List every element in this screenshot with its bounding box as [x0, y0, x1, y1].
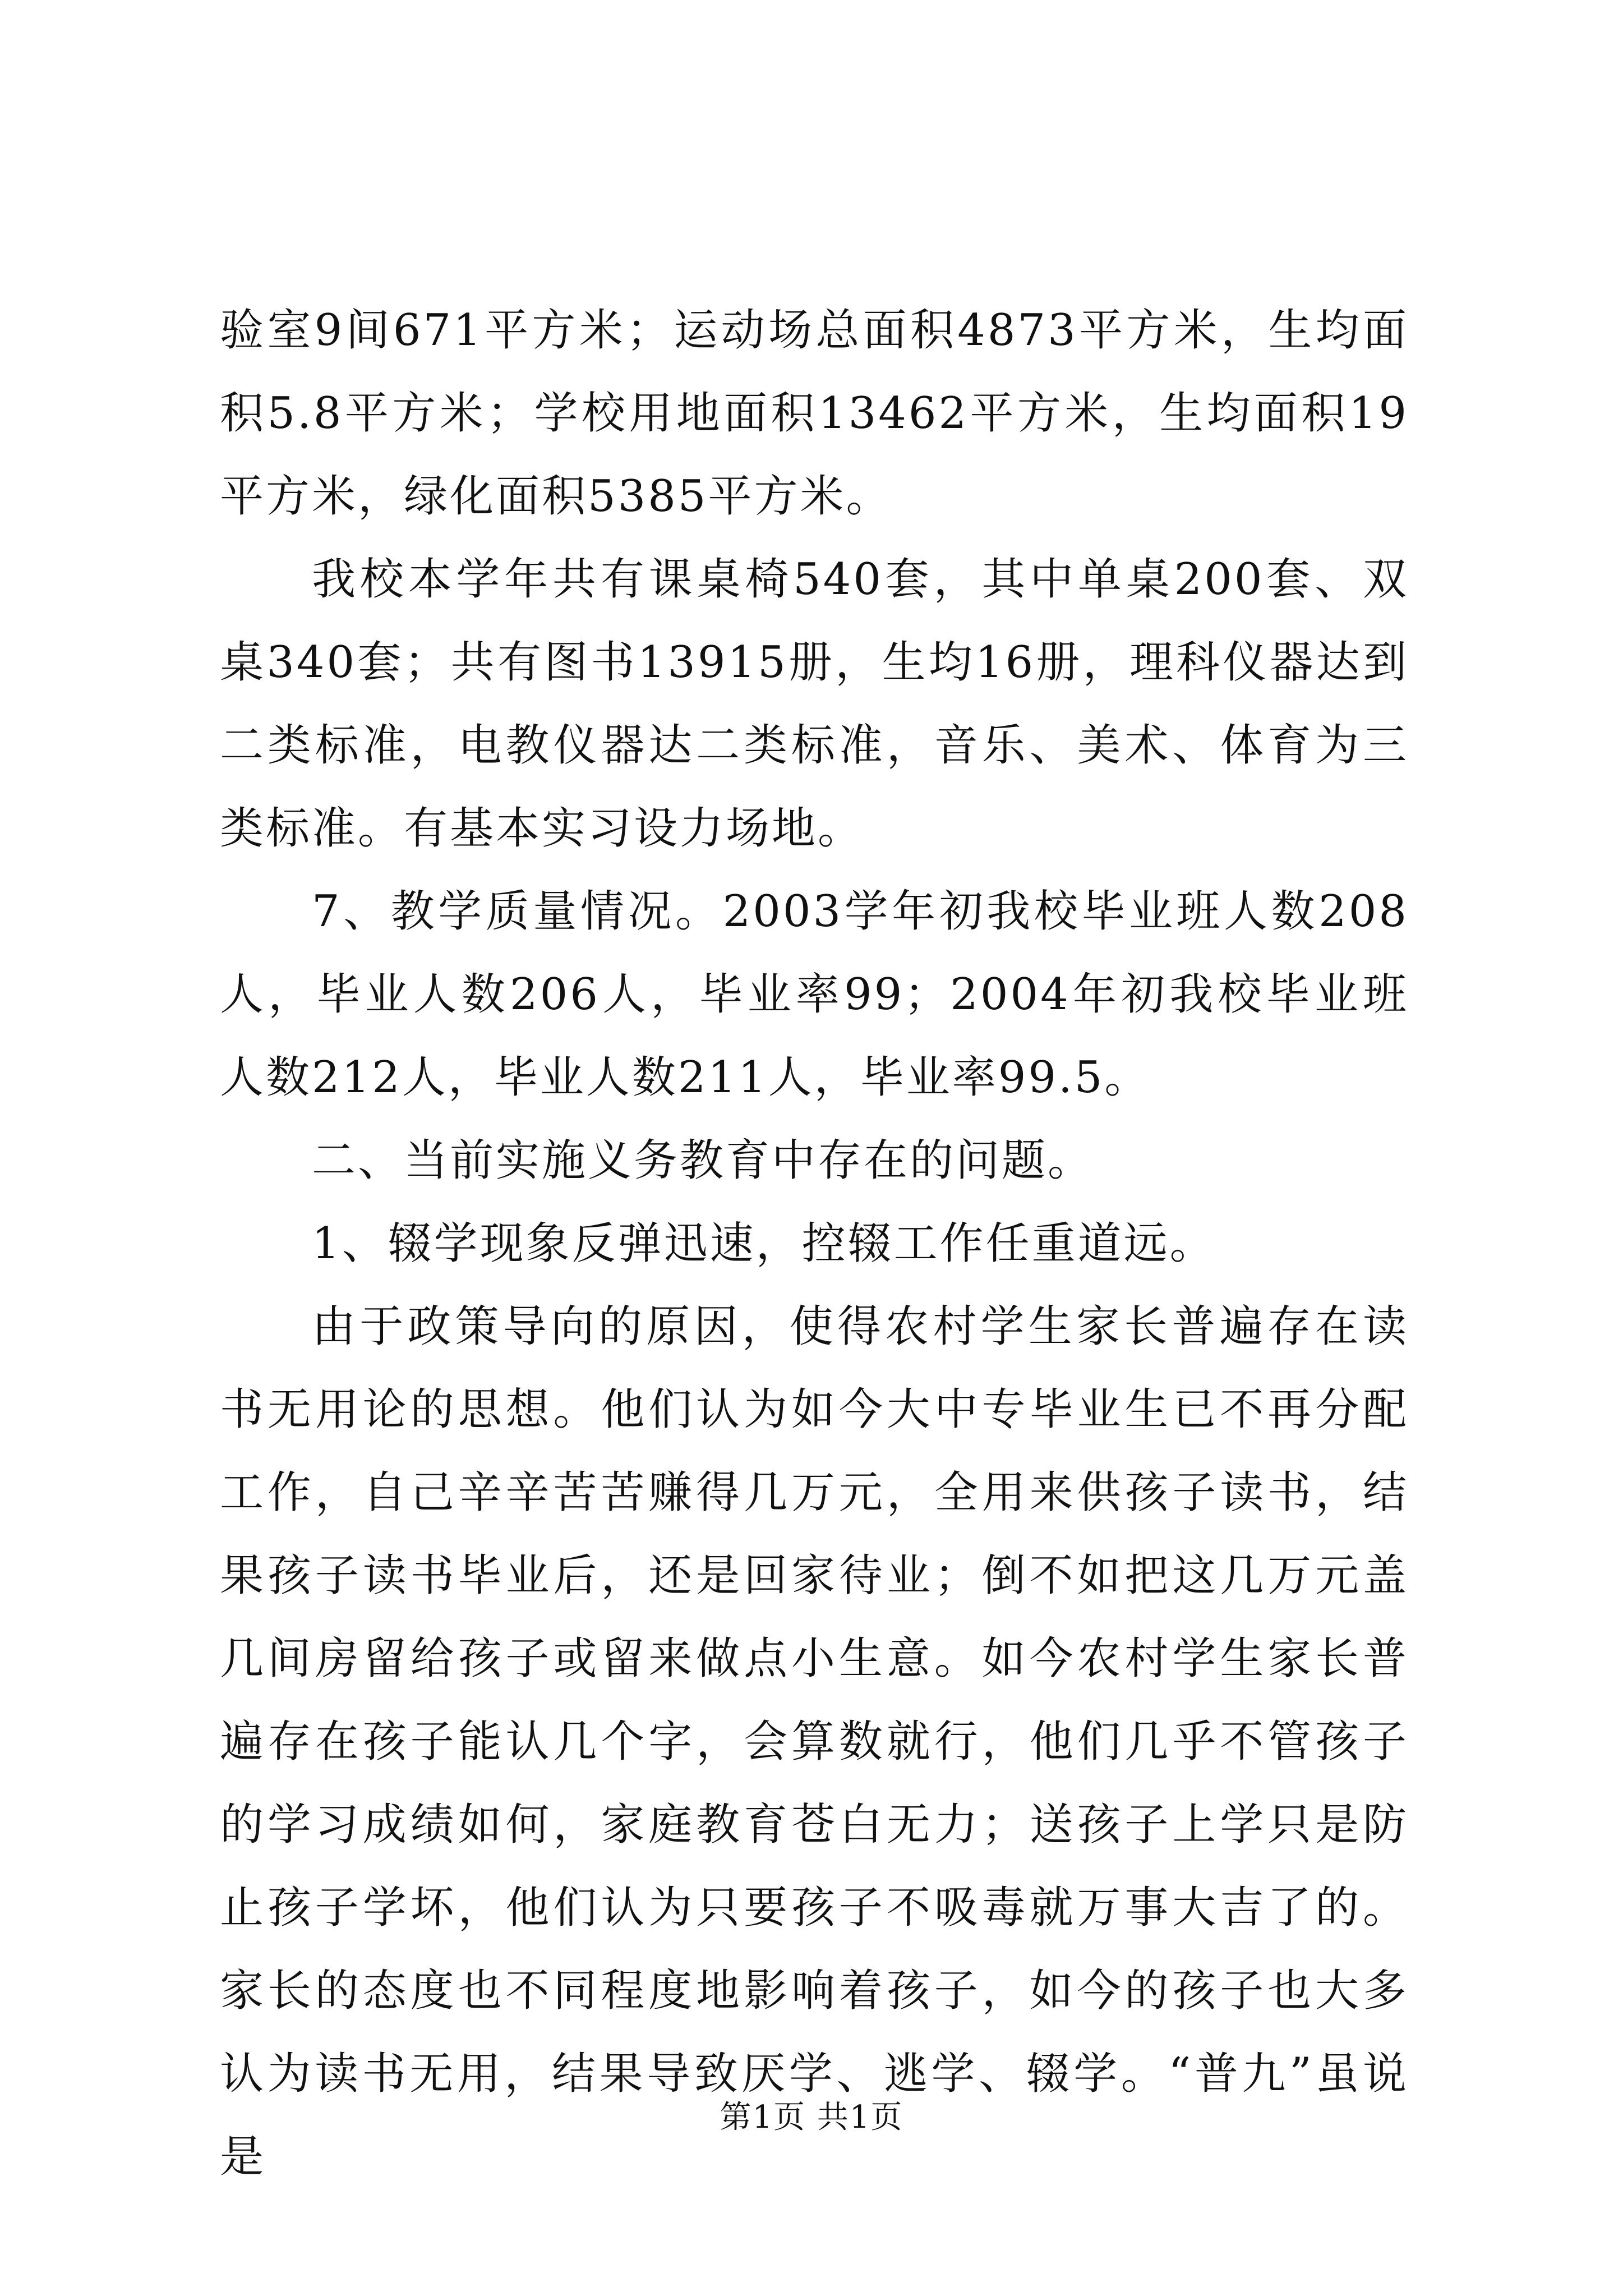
document-body	[220, 289, 1409, 2198]
paragraph-facilities-area: 验室9间671平方米；运动场总面积4873平方米，生均面积5.8平方米；学校用地面积13462平方米，生均面积19平方米，绿化面积5385平方米。	[220, 305, 1409, 522]
paragraph-desks-books: 我校本学年共有课桌椅540套，其中单桌200套、双桌340套；共有图书13915册，生均16册，理科仪器达到二类标准，电教仪器达二类标准，音乐、美术、体育为三类标准。有基本实习设力场地。	[220, 554, 1409, 854]
page-footer: 第1页 共1页	[720, 2099, 903, 2136]
subheading-dropout: 1、辍学现象反弹迅速，控辍工作任重道远。	[312, 1218, 1216, 1269]
paragraph-dropout-causes: 由于政策导向的原因，使得农村学生家长普遍存在读书无用论的思想。他们认为如今大中专毕业生已不再分配工作，自己辛辛苦苦赚得几万元，全用来供孩子读书，结果孩子读书毕业后，还是回家待业；倒不如把这几万元盖几间房留给孩子或留来做点小生意。如今农村学生家长普遍存在孩子能认几个字，会算数就行，他们几乎不管孩子的学习成绩如何，家庭教育苍白无力；送孩子上学只是防止孩子学坏，他们认为只要孩子不吸毒就万事大吉了的。家长的态度也不同程度地影响着孩子，如今的孩子也大多认为读书无用，结果导致厌学、逃学、辍学。“普九”虽说是	[220, 1301, 1409, 2182]
paragraph-teaching-quality: 7、教学质量情况。2003学年初我校毕业班人数208人，毕业人数206人，毕业率99；2004年初我校毕业班人数212人，毕业人数211人，毕业率99.5。	[220, 886, 1409, 1103]
section-heading-problems: 二、当前实施义务教育中存在的问题。	[312, 1135, 1094, 1186]
